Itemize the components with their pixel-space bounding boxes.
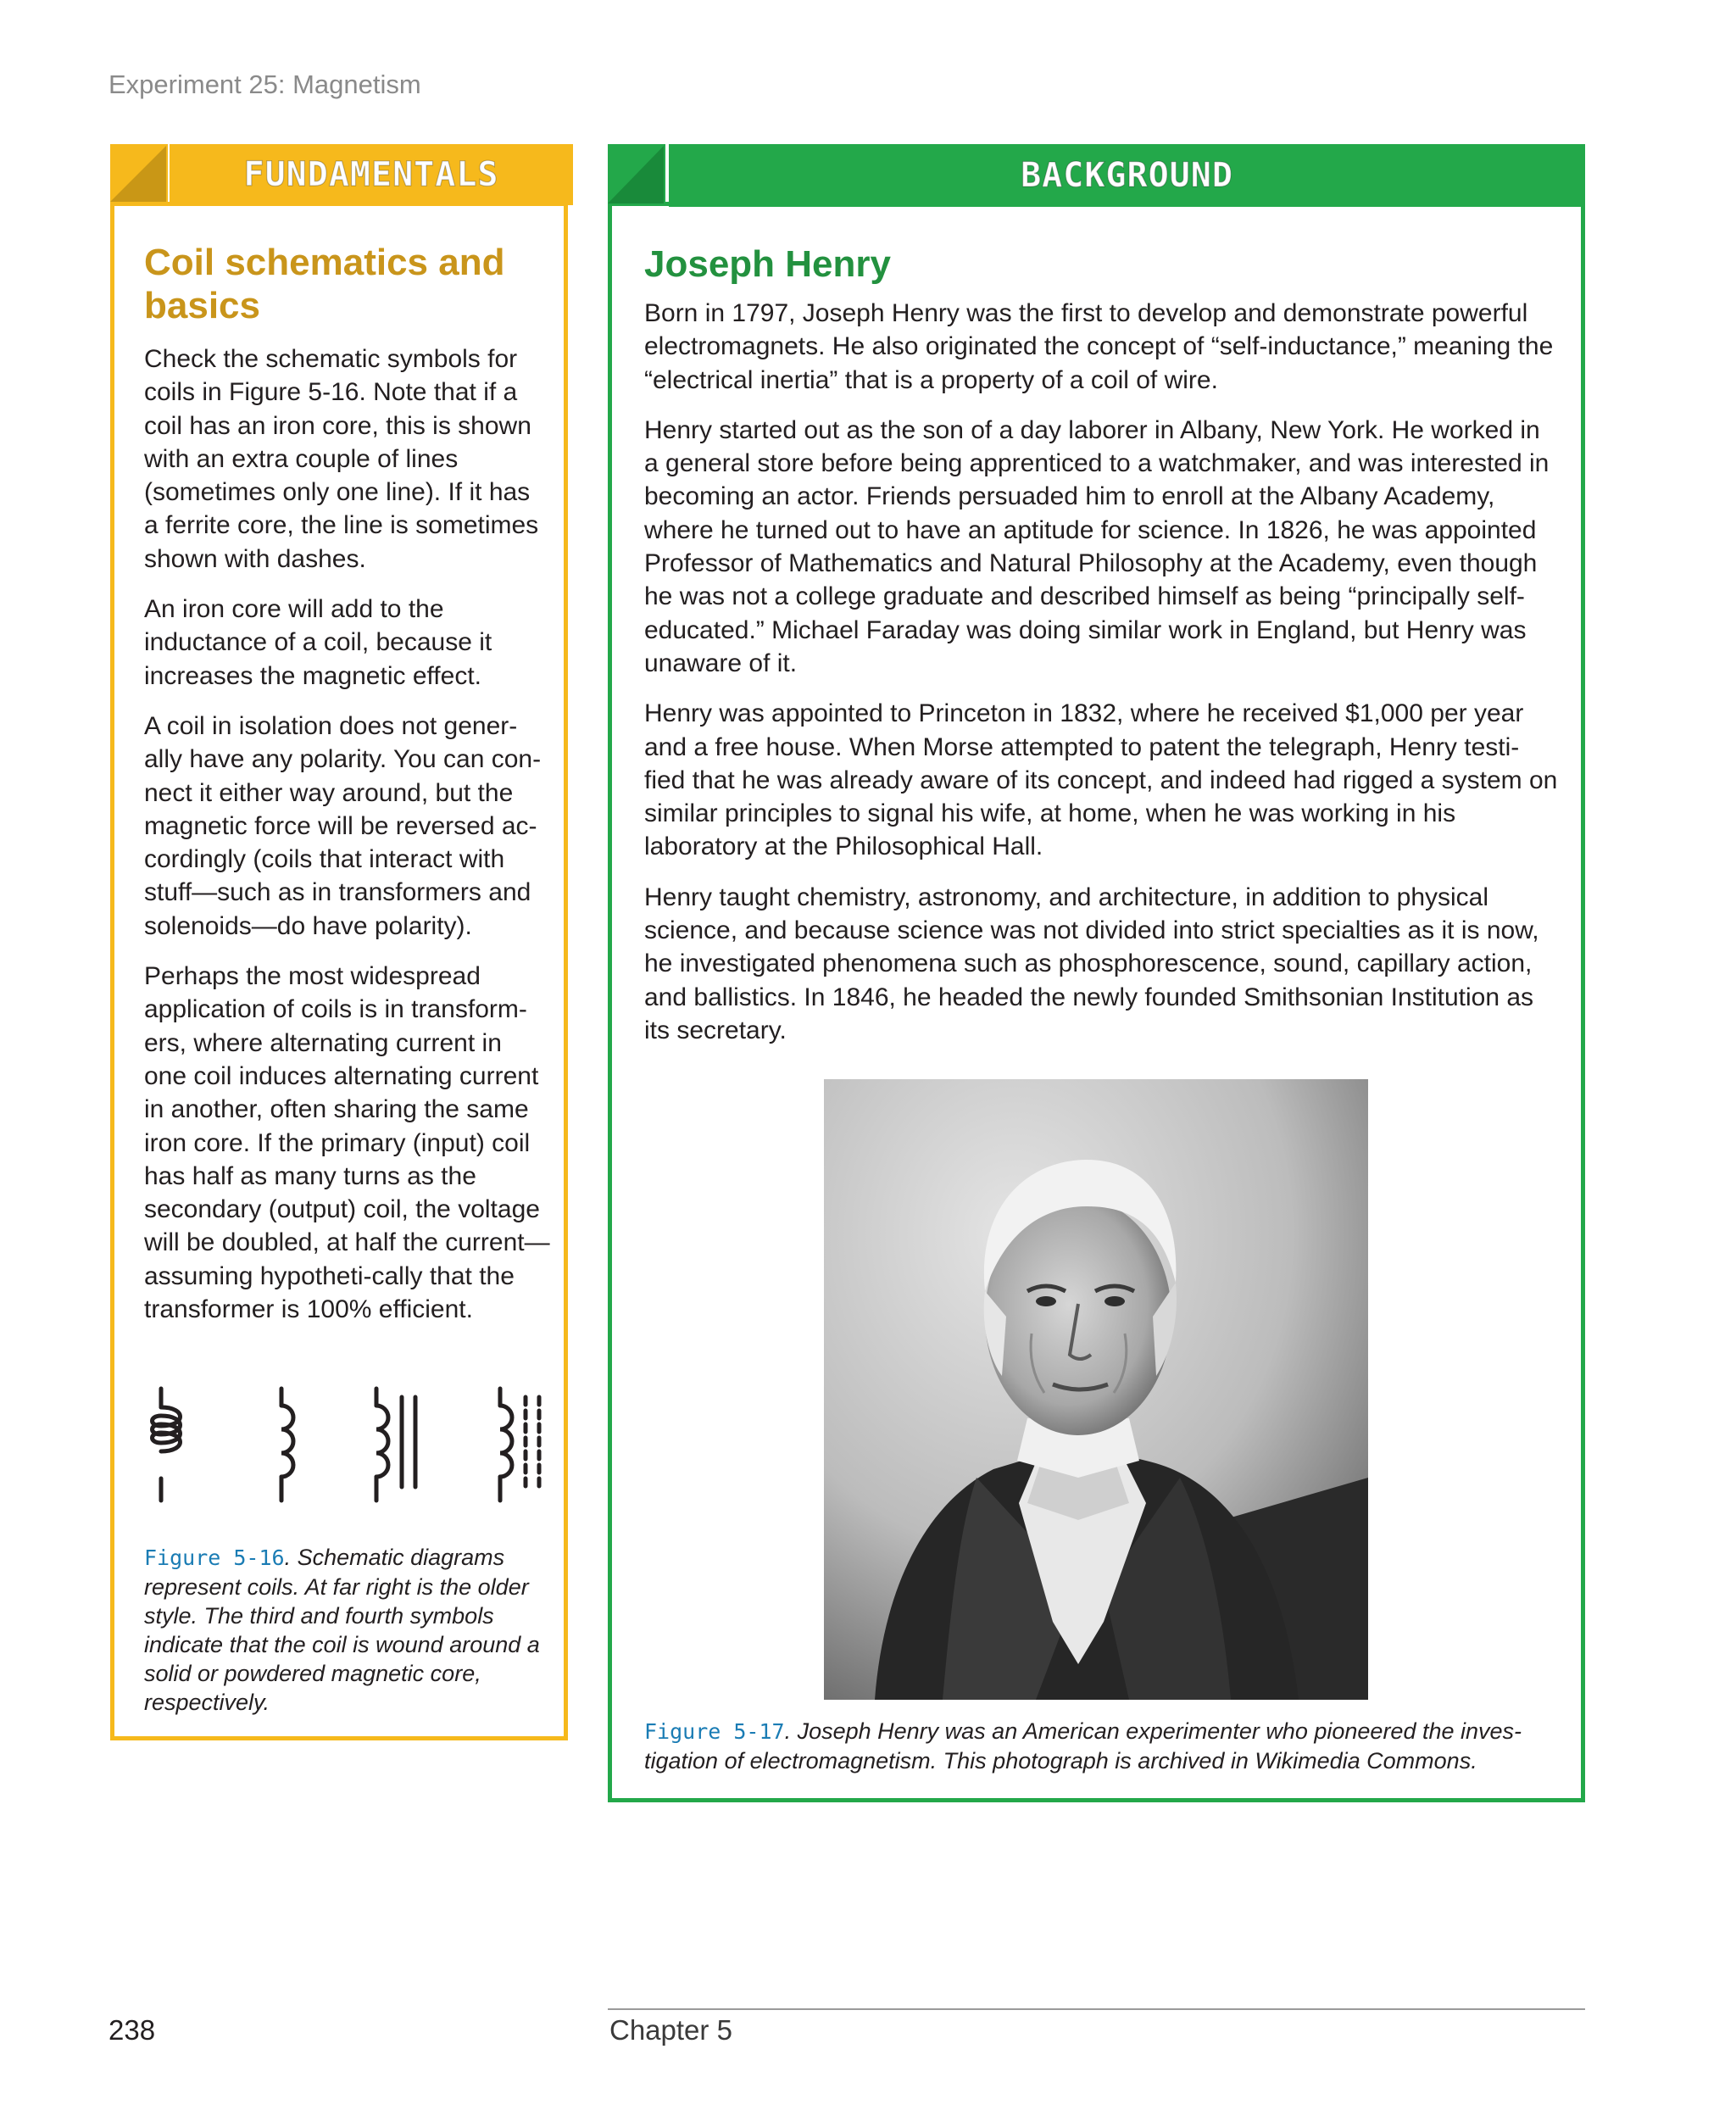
background-title: Joseph Henry — [644, 243, 891, 285]
joseph-henry-portrait — [824, 1079, 1368, 1700]
background-paragraph: Born in 1797, Joseph Henry was the first to develop and demonstrate powerful electromagnets. He also originated the concept of “self-inductance,” meaning the “electrical inertia” that is a property of a coil of wire. — [644, 299, 1554, 394]
background-paragraph: Henry was appointed to Princeton in 1832, where he received $1,000 per year and a free house. When Morse attempted to patent the telegraph, Henry testi-fied that he was already aware of its concept, and indeed had rigged a system on similar principles to signal his wife, at home, when he was working in his laboratory at the Philosophical Hall. — [644, 699, 1558, 861]
coil-schematic-symbols — [136, 1382, 559, 1517]
background-paragraph: Henry taught chemistry, astronomy, and architecture, in addition to physical science, and because science was not divided into strict specialties as it is now, he investigated phenomena such as phosphorescence, sound, capillary action, and ballistics. In 1846, he headed the newly founded Smithsonian Institution as its secretary. — [644, 883, 1539, 1044]
fundamentals-paragraph: Perhaps the most widespread application of coils is in transform-ers, where alternating current in one coil induces alternating current in another, often sharing the same iron core. If the primary (input) coil has half as many turns as the secondary (output) coil, the voltage will be doubled, at half the current—assuming hypotheti-cally that the transformer is 100% efficient. — [144, 962, 550, 1324]
figure-5-16-caption-text: . Schematic diagrams represent coils. At far right is the older style. The third and fourth symbols indicate that the coil is wound around a solid or powdered magnetic core, respectively. — [144, 1545, 540, 1715]
background-paragraph: Henry started out as the son of a day laborer in Albany, New York. He worked in a general store before being apprenticed to a watchmaker, and was interested in becoming an actor. Friends persuaded him to enroll at the Albany Academy, where he turned out to have an aptitude for science. In 1826, he was appointed Professor of Mathematics and Natural Philosophy at the Academy, even though he was not a college graduate and described himself as being “principally self-educated.” Michael Faraday was doing similar work in England, but Henry was unaware of it. — [644, 415, 1550, 677]
figure-5-16-caption — [144, 1543, 542, 1717]
fundamentals-label: FUNDAMENTALS — [243, 155, 499, 194]
fundamentals-body — [144, 342, 551, 1343]
fundamentals-paragraph: An iron core will add to the inductance of a coil, because it increases the magnetic effect. — [144, 595, 492, 690]
figure-5-16-label: Figure 5-16 — [144, 1545, 285, 1570]
fundamentals-paragraph: A coil in isolation does not gener-ally have any polarity. You can con-nect it either way around, but the magnetic force will be reversed ac-cordingly (coils that interact with stuff—such as in transformers and solenoids—do have polarity). — [144, 711, 542, 940]
fundamentals-paragraph: Check the schematic symbols for coils in Figure 5-16. Note that if a coil has an iron core, this is shown with an extra couple of lines (sometimes only one line). If it has a ferrite core, the line is sometimes shown with dashes. — [144, 345, 539, 573]
footer-rule — [608, 2008, 1585, 2010]
coil-ferrite-core-icon — [500, 1389, 539, 1501]
figure-5-17-caption — [644, 1717, 1560, 1775]
coil-plain-icon — [281, 1389, 293, 1501]
figure-5-17-label: Figure 5-17 — [644, 1719, 785, 1744]
page-number: 238 — [108, 2014, 156, 2046]
fundamentals-header — [170, 144, 573, 205]
background-label: BACKGROUND — [1021, 156, 1233, 195]
coil-loop-style-icon — [153, 1389, 181, 1501]
running-head: Experiment 25: Magnetism — [108, 70, 421, 99]
coil-iron-core-icon — [376, 1389, 415, 1501]
background-body — [644, 297, 1560, 1064]
chapter-label: Chapter 5 — [609, 2014, 732, 2046]
background-header — [669, 144, 1585, 207]
fundamentals-title: Coil schematics and basics — [144, 242, 505, 326]
figure-5-17-caption-text: . Joseph Henry was an American experimenter who pioneered the inves-tigation of electromagnetism. This photograph is archived in Wikimedia Commons. — [644, 1718, 1522, 1774]
